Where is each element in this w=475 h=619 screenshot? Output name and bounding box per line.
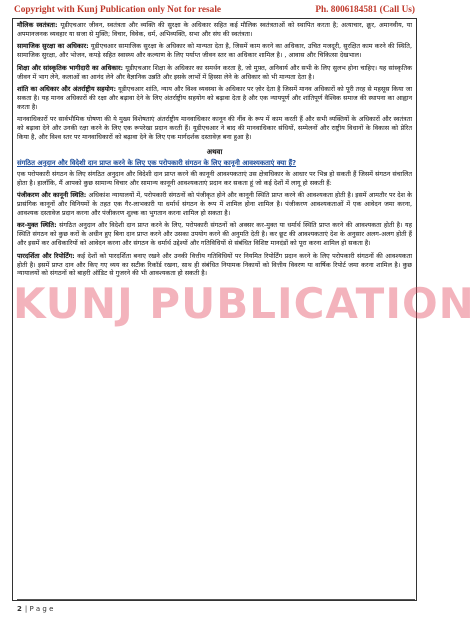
- or-separator: अथवा: [206, 147, 223, 156]
- paragraph-udhr-summary: [17, 115, 412, 142]
- paragraph-text: एक परोपकारी संगठन के लिए संगठित अनुदान और विदेशी दान प्राप्त करने की कानूनी आवश्यकताएं उस क्षेत्राधिकार के आधार पर भिन्न हो सकती हैं जिसमें संगठन संचालित होता है। हालाँकि, मैं आपको कुछ सामान्य विचार और सामान्य कानूनी आवश्यकताएं प्रदान कर सकता हूं जो कई देशों में लागू हो सकती हैं:: [17, 169, 412, 187]
- paragraph-lead: शिक्षा और सांस्कृतिक भागीदारी का अधिकार:: [17, 63, 124, 72]
- question-heading: संगठित अनुदान और विदेशी दान प्राप्त करने के लिए एक परोपकारी संगठन के लिए कानूनी आवश्यकताएं क्या हैं?: [17, 158, 297, 167]
- paragraph-text: यूडीएचआर जीवन, स्वतंत्रता और व्यक्ति की सुरक्षा के अधिकार सहित कई मौलिक स्वतंत्रताओं को स्थापित करता है; अत्याचार, क्रूर, अमानवीय, या अपमानजनक व्यवहार या सजा से मुक्ति; विचार, विवेक, धर्म, अभिव्यक्ति, सभा और संघ की स्वतंत्रता।: [17, 21, 412, 38]
- page-footer: [17, 599, 415, 615]
- paragraph-education: [17, 64, 412, 82]
- copyright-header: [14, 3, 415, 16]
- paragraph-text: यूडीएचआर सामाजिक सुरक्षा के अधिकार को मान्यता देता है, जिसमें काम करने का अधिकार, उचित मजदूरी, सुरक्षित काम करने की स्थिति, सामाजिक सुरक्षा, और भोजन, कपड़े सहित स्वास्थ्य और कल्याण के लिए पर्याप्त जीवन स्तर का अधिकार शामिल है। , आवास और चिकित्सा देखभाल।: [17, 42, 412, 60]
- paragraph-transparency: [17, 252, 412, 279]
- paragraph-lead: सामाजिक सुरक्षा का अधिकार:: [17, 42, 89, 51]
- paragraph-tax-exempt: [17, 221, 412, 248]
- copyright-notice: Copyright with Kunj Publication only Not for resale: [14, 4, 222, 15]
- page-label: | P a g e: [24, 604, 54, 613]
- page-content: [17, 21, 412, 598]
- page-number: 2: [17, 604, 22, 613]
- paragraph-text: कई देशों को पारदर्शिता बनाए रखने और उनकी वित्तीय गतिविधियों पर नियमित रिपोर्टिंग प्रदान करने के लिए परोपकारी संगठनों की आवश्यकता होती है। इसमें प्राप्त दान और किए गए व्यय का सटीक रिकॉर्ड रखना, साथ ही संबंधित नियामक निकायों को वित्तीय विवरण या वार्षिक रिपोर्ट जमा करना शामिल है। कुछ न्यायालयों को संगठनों को बाहरी ऑडिट से गुजरने की भी आवश्यकता हो सकती है।: [17, 251, 412, 278]
- paragraph-text: संगठित अनुदान और विदेशी दान प्राप्त करने के लिए, परोपकारी संगठनों को अक्सर कर-मुक्त या धर्मार्थ स्थिति प्राप्त करने की आवश्यकता होती है। यह स्थिति संगठन को कुछ करों के अधीन हुए बिना दान प्राप्त करने और उसका उपयोग करने की अनुमति देती है। कर छूट की आवश्यकताएं देश के अनुसार अलग-अलग होती हैं और इसमें कर अधिकारियों को आवेदन करना और संगठन के धर्मार्थ उद्देश्यों और गतिविधियों से संबंधित विशिष्ट मानदंडों को पूरा करना शामिल हो सकता है।: [17, 221, 412, 248]
- paragraph-text: अधिकांश न्यायालयों में, परोपकारी संगठनों को पंजीकृत होने और कानूनी स्थिति प्राप्त करने की आवश्यकता होती है। इसमें आमतौर पर देश के प्रासंगिक कानूनों और विनियमों के तहत एक गैर-लाभकारी या धर्मार्थ संगठन के रूप में शामिल होना शामिल है। पंजीकरण आवश्यकताओं में एक आवेदन जमा करना, आवश्यक दस्तावेज प्रदान करना और पंजीकरण शुल्क का भुगतान करना शामिल हो सकता है।: [17, 191, 412, 217]
- paragraph-lead: पारदर्शिता और रिपोर्टिंग:: [17, 251, 75, 260]
- paragraph-lead: कर-मुक्त स्थिति:: [17, 221, 57, 230]
- paragraph-peace: [17, 85, 412, 112]
- paragraph-lead: पंजीकरण और कानूनी स्थिति:: [17, 191, 87, 200]
- paragraph-lead: मौलिक स्वतंत्रता:: [17, 21, 58, 29]
- paragraph-registration: [17, 191, 412, 218]
- contact-phone: Ph. 8006184581 (Call Us): [315, 4, 415, 15]
- publisher-watermark: KUNJ PUBLICATION: [13, 279, 475, 328]
- page-frame: [12, 18, 475, 601]
- paragraph-lead: शांति का अधिकार और अंतर्राष्ट्रीय सहयोग:: [17, 84, 116, 93]
- paragraph-social-security: [17, 42, 412, 60]
- paragraph-text: मानवाधिकारों पर सार्वभौमिक घोषणा की ये मुख्य विशेषताएं अंतर्राष्ट्रीय मानवाधिकार कानून की नींव के रूप में काम करती हैं और सभी व्यक्तियों के अधिकारों और स्वतंत्रता को बढ़ावा देने और उनकी रक्षा करने के लिए एक रूपरेखा प्रदान करती हैं। यूडीएचआर ने बाद की मानवाधिकार संधियों, सम्मेलनों और राष्ट्रीय विधानों के विकास को प्रेरित किया है, और विश्व स्तर पर मानवाधिकारों को बढ़ावा देने के लिए एक मार्गदर्शक दस्तावेज़ बना हुआ है।: [17, 115, 412, 141]
- paragraph-answer-intro: [17, 170, 412, 188]
- paragraph-fundamental-freedoms: [17, 21, 412, 39]
- paragraph-text: यूडीएचआर शांति, न्याय और विश्व व्यवस्था के अधिकार पर ज़ोर देता है जिसमें मानव अधिकारों को पूरी तरह से महसूस किया जा सकता है। यह मानव अधिकारों की रक्षा और बढ़ावा देने के लिए अंतर्राष्ट्रीय सहयोग को बढ़ावा देता है और एक न्यायपूर्ण और शांतिपूर्ण वैश्विक समाज की स्थापना का आह्वान करता है।: [17, 84, 412, 111]
- paragraph-text: यूडीएचआर शिक्षा के अधिकार का समर्थन करता है, जो मुफ़्त, अनिवार्य और सभी के लिए सुलभ होना चाहिए। यह सांस्कृतिक जीवन में भाग लेने, कलाओं का आनंद लेने और वैज्ञानिक उन्नति और इसके लाभों में हिस्सा लेने के अधिकार को भी मान्यता देता है।: [17, 63, 412, 81]
